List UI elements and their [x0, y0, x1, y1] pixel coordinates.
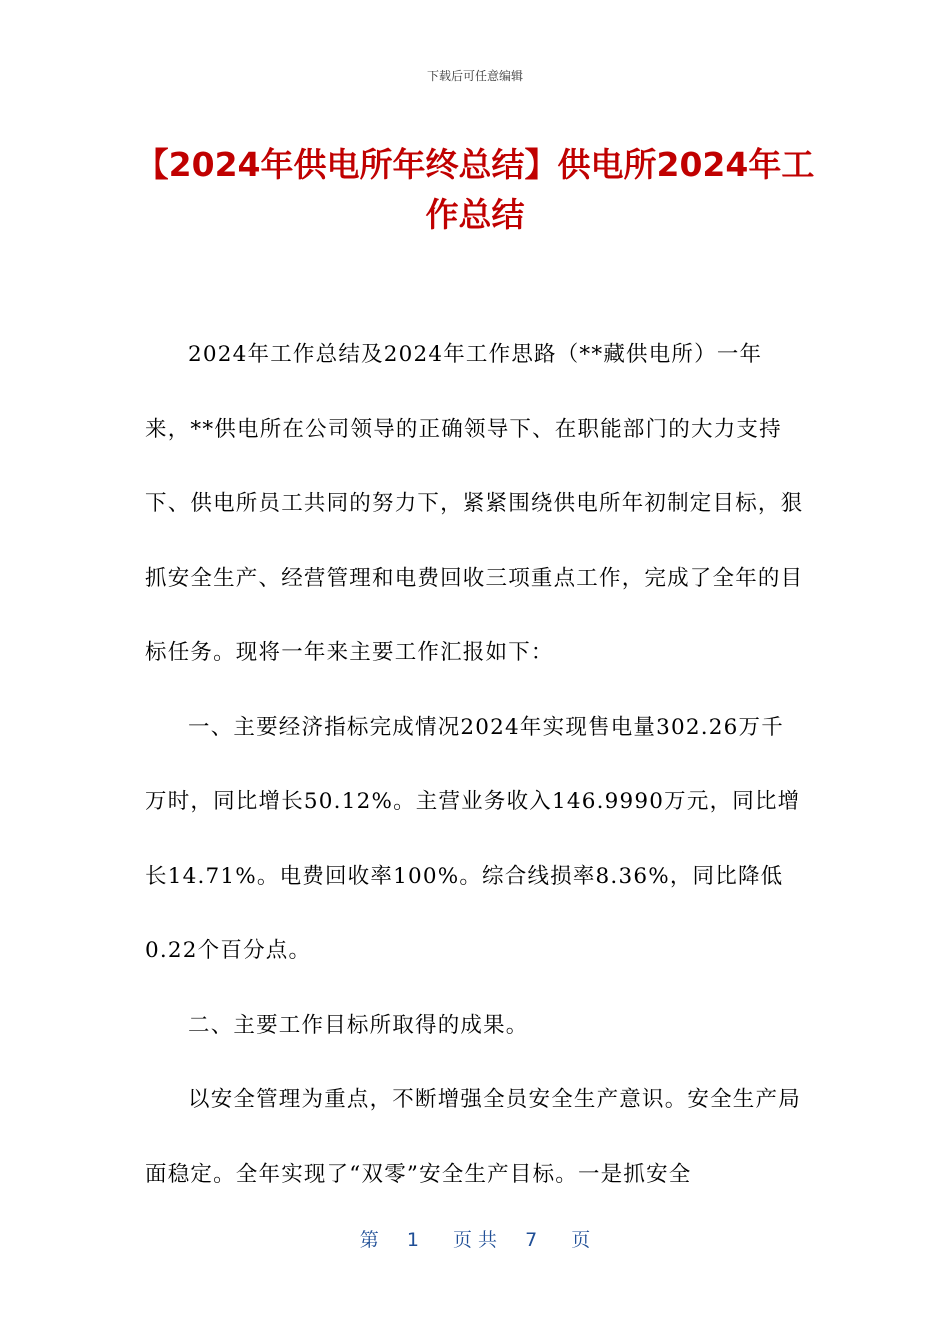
paragraph-section-two-heading: 二、主要工作目标所取得的成果。	[188, 1012, 529, 1038]
document-title: 【2024年供电所年终总结】供电所2024年工作总结	[135, 145, 815, 234]
footer-total-pages: 7	[525, 1229, 538, 1251]
footer-page-middle: 页 共	[452, 1229, 498, 1251]
paragraph-safety-management: 以安全管理为重点，不断增强全员安全生产意识。安全生产局面稳定。全年实现了“双零”安全生产目标。一是抓安全	[145, 1087, 801, 1187]
document-body	[145, 318, 805, 1212]
footer-page-suffix: 页	[571, 1229, 591, 1251]
header-note: 下载后可任意编辑	[426, 69, 523, 83]
paragraph-economic-indicators: 一、主要经济指标完成情况2024年实现售电量302.26万千万时，同比增长50.12%。主营业务收入146.9990万元，同比增长14.71%。电费回收率100%。综合线损率8.36%，同比降低0.22个百分点。	[145, 714, 801, 963]
footer-current-page: 1	[406, 1229, 419, 1251]
paragraph-intro: 2024年工作总结及2024年工作思路（**藏供电所）一年来，**供电所在公司领导的正确领导下、在职能部门的大力支持下、供电所员工共同的努力下，紧紧围绕供电所年初制定目标，狠抓安全生产、经营管理和电费回收三项重点工作，完成了全年的目标任务。现将一年来主要工作汇报如下：	[145, 342, 804, 665]
footer-page-prefix: 第	[359, 1229, 379, 1251]
page-footer	[0, 1225, 950, 1252]
